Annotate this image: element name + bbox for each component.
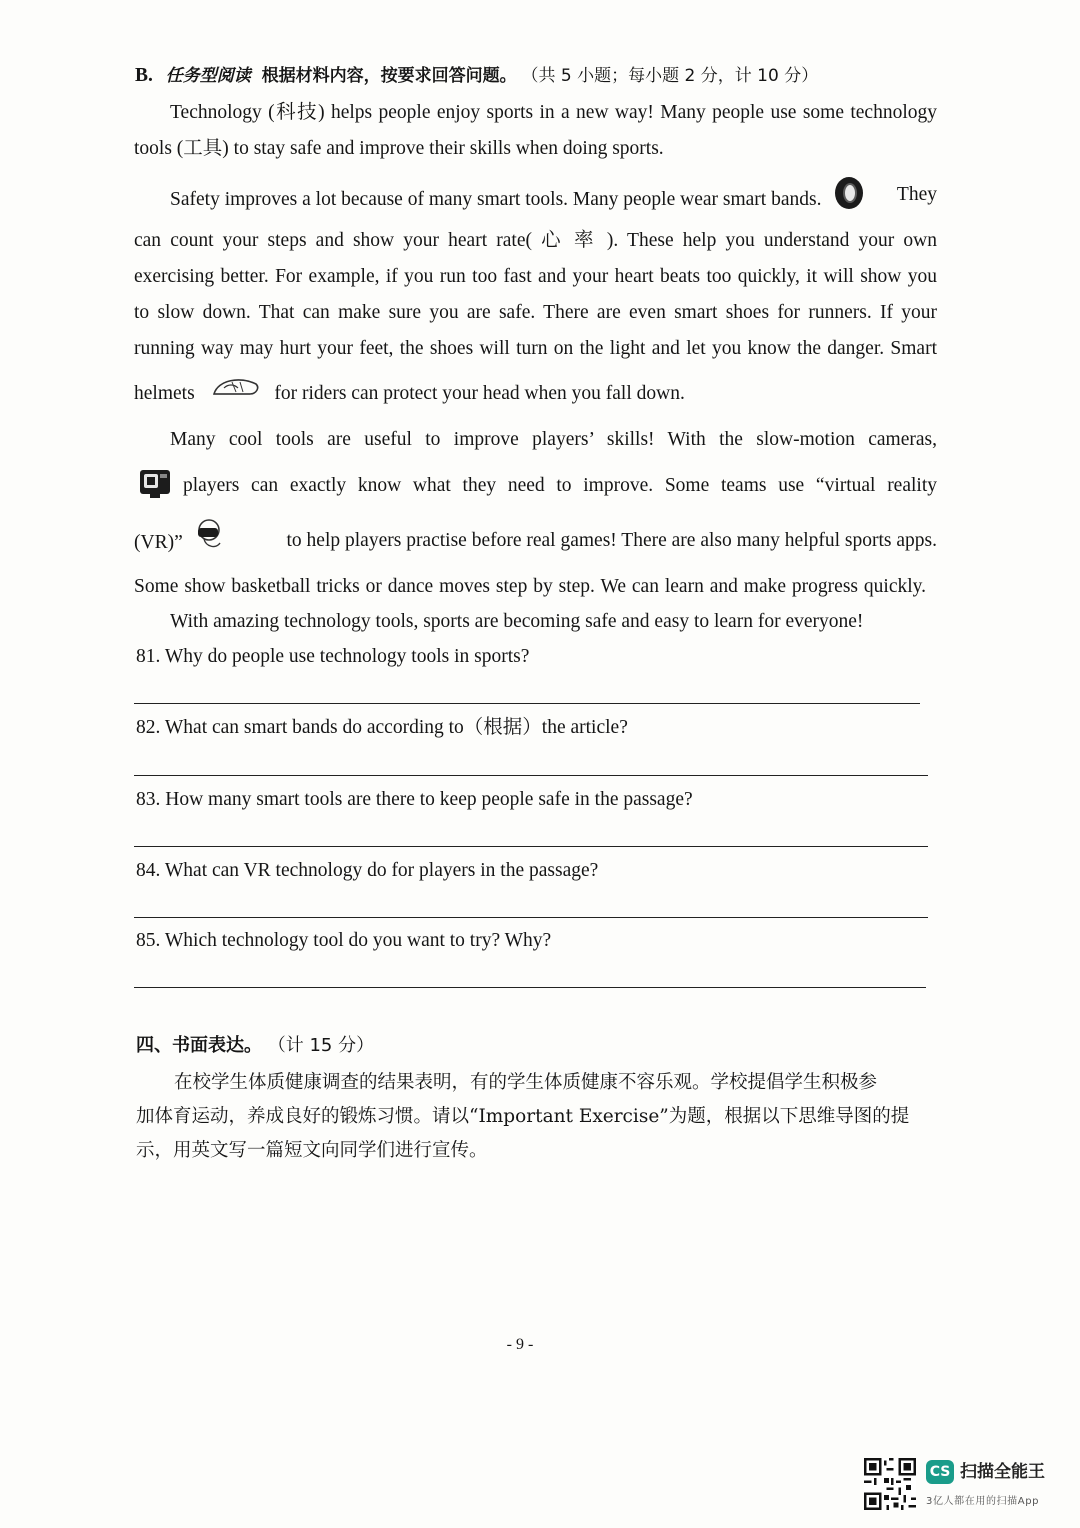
qr-code-icon <box>864 1458 916 1510</box>
passage-line: tools (工具) to stay safe and improve their skills when doing sports. <box>134 138 664 159</box>
passage-line: exercising better. For example, if you run too fast and your heart beats too quickly, it will show you <box>134 266 937 287</box>
passage-text: helmets <box>134 383 195 404</box>
passage-text: to help players practise before real games! There are also many helpful sports apps. <box>286 530 937 551</box>
question-82: 82. What can smart bands do according to（根据）the article? <box>136 717 628 738</box>
passage-line <box>134 527 937 560</box>
passage-line <box>134 380 685 409</box>
passage-text: for riders can protect your head when you fall down. <box>274 383 685 404</box>
section-4-prompt-line: 在校学生体质健康调查的结果表明，有的学生体质健康不容乐观。学校提倡学生积极参 <box>174 1072 878 1093</box>
section-4-header <box>136 1032 374 1060</box>
section-b-instruction: 根据材料内容，按要求回答问题。 <box>261 66 517 86</box>
question-85: 85. Which technology tool do you want to try? Why? <box>136 930 552 951</box>
section-b-label: B. <box>135 65 153 86</box>
passage-line: players can exactly know what they need to improve. Some teams use “virtual reality <box>183 475 937 496</box>
passage-line: Some show basketball tricks or dance moves step by step. We can learn and make progress quickly. <box>134 576 926 597</box>
passage-text: Safety improves a lot because of many smart tools. Many people wear smart bands. <box>170 188 822 210</box>
passage-line <box>170 181 937 220</box>
section-b-header <box>135 62 818 90</box>
answer-line-82[interactable] <box>134 775 928 776</box>
answer-line-85[interactable] <box>134 987 926 988</box>
cs-logo: CS <box>926 1460 954 1484</box>
passage-text: (VR)” <box>134 531 183 553</box>
section-4-title: 四、书面表达。 <box>136 1035 262 1056</box>
camera-icon <box>138 466 172 505</box>
question-84: 84. What can VR technology do for players in the passage? <box>136 860 599 881</box>
question-81: 81. Why do people use technology tools in sports? <box>136 646 530 667</box>
section-4-score-note: （计 15 分） <box>267 1035 375 1056</box>
question-83: 83. How many smart tools are there to keep people safe in the passage? <box>136 789 693 810</box>
answer-line-83[interactable] <box>134 846 928 847</box>
scanner-app-tagline: 3亿人都在用的扫描App <box>926 1496 1040 1507</box>
scanner-watermark <box>864 1456 1064 1512</box>
passage-line: running way may hurt your feet, the shoes will turn on the light and let you know the danger. Smart <box>134 338 937 359</box>
passage-line: can count your steps and show your heart rate( 心 率 ). These help you understand your own <box>134 230 937 251</box>
passage-text: They <box>896 184 937 205</box>
answer-line-84[interactable] <box>134 917 928 918</box>
scanner-app-name: 扫描全能王 <box>960 1462 1045 1482</box>
section-b-score-note: （共 5 小题；每小题 2 分，计 10 分） <box>521 66 819 86</box>
helmet-icon <box>210 374 262 409</box>
section-4-prompt-line: 示，用英文写一篇短文向同学们进行宣传。 <box>136 1140 488 1161</box>
smart-band-icon <box>832 175 866 220</box>
section-4-prompt-line: 加体育运动，养成良好的锻炼习惯。请以“Important Exercise”为题，根据以下思维导图的提 <box>136 1106 910 1127</box>
passage-line: to slow down. That can make sure you are safe. There are even smart shoes for runners. If your <box>134 302 937 323</box>
page-number: - 9 - <box>506 1336 534 1353</box>
vr-headset-icon <box>194 517 228 560</box>
section-b-task-type: 任务型阅读 <box>165 66 251 86</box>
passage-line: Many cool tools are useful to improve players’ skills! With the slow-motion cameras, <box>170 429 937 450</box>
passage-line: Technology (科技) helps people enjoy sports in a new way! Many people use some technology <box>170 102 937 123</box>
answer-line-81[interactable] <box>134 703 920 704</box>
passage-line: With amazing technology tools, sports are becoming safe and easy to learn for everyone! <box>170 611 864 632</box>
